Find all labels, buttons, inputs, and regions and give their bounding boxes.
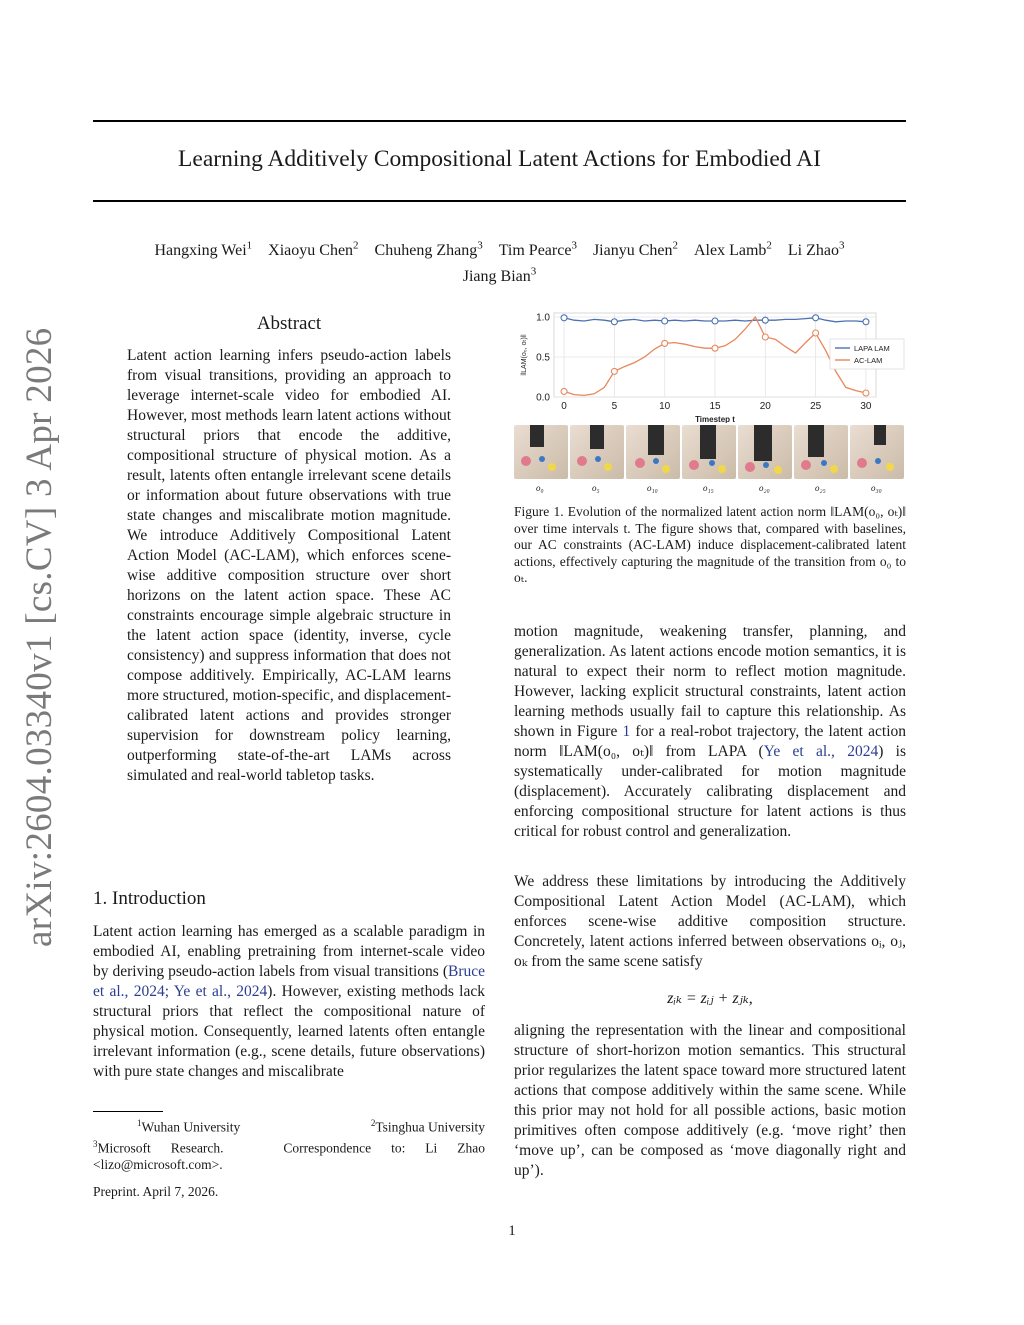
figure-ref-link[interactable]: 1: [622, 723, 631, 740]
frame-label: o₁₀: [647, 483, 658, 493]
author: Xiaoyu Chen$^2$: [268, 240, 359, 260]
x-tick-label: 10: [659, 401, 671, 412]
y-tick-label: 0.5: [536, 352, 550, 364]
title-bottom-rule: [93, 200, 906, 202]
legend-label: LAPA LAM: [854, 344, 890, 353]
x-tick-label: 20: [759, 401, 771, 412]
citation-link[interactable]: Bruce et al., 2024; Ye et al., 2024: [93, 963, 485, 1000]
author: Hangxing Wei$^1$: [154, 240, 253, 260]
figure-1-chart: [514, 305, 906, 423]
robot-frame-image: [682, 425, 736, 479]
paper-title: Learning Additively Compositional Latent Actions for Embodied AI: [178, 146, 821, 172]
data-point: [762, 334, 768, 340]
frame-label: o₁₅: [703, 483, 714, 493]
frame-label: o₀: [536, 483, 544, 493]
data-point: [561, 388, 567, 394]
x-axis-label: Timestep t: [695, 415, 735, 423]
data-point: [813, 315, 819, 321]
data-point: [813, 330, 819, 336]
robot-frame-image: [570, 425, 624, 479]
data-point: [762, 317, 768, 323]
author: Li Zhao$^3$: [787, 240, 845, 260]
title-top-rule: [93, 120, 906, 122]
x-tick-label: 0: [561, 401, 567, 412]
data-point: [712, 318, 718, 324]
robot-frame-image: [738, 425, 792, 479]
footnote: $^1$Wuhan University $^2$Tsinghua University $^3$Microsoft Research. Correspondence to: Li Zhao <lizo@microsoft.com>.: [93, 1118, 485, 1172]
robot-frame-image: [850, 425, 904, 479]
right-paragraph-3: aligning the representation with the linear and compositional structure of short-horizon motion semantics. This structural prior regularizes the latent space toward more structured latent actions that compose additively within the same scene. While this prior may not hold for all possible actions, basic motion primitives often compose additively (e.g. ‘move right’ then ‘move up’, can be composed as ‘move diagonally right and up’).: [514, 1022, 906, 1179]
frame-labels: [514, 483, 906, 497]
robot-frames-strip: [514, 425, 906, 481]
x-tick-label: 15: [709, 401, 721, 412]
arxiv-identifier: [10, 0, 70, 1325]
author: Jianyu Chen$^2$: [592, 240, 678, 260]
data-point: [611, 368, 617, 374]
footnote-rule: [93, 1111, 163, 1112]
frame-label: o₃₀: [871, 483, 882, 493]
figure-caption: Figure 1. Evolution of the normalized latent action norm ‖LAM(o₀, oₜ)‖ over time intervals t. The figure shows that, compared with baselines, our AC constraints (AC-LAM) induce displacement-calibrated latent actions, effectively capturing the magnitude of the transition from o₀ to oₜ.: [514, 504, 906, 585]
x-tick-label: 25: [810, 401, 822, 412]
y-tick-label: 0.0: [536, 392, 550, 404]
robot-frame-image: [794, 425, 848, 479]
introduction-heading: 1. Introduction: [93, 888, 206, 909]
right-paragraph-2: We address these limitations by introducing the Additively Compositional Latent Action Model (AC-LAM), which enforces scene-wise additive composition structure. Concretely, latent actions inferred between observations oᵢ, oⱼ, oₖ from the same scene satisfy: [514, 873, 906, 970]
data-point: [611, 319, 617, 325]
author: Tim Pearce$^3$: [498, 240, 577, 260]
abstract-text: Latent action learning infers pseudo-action labels from visual transitions, providing an approach to leverage internet-scale video for embodied AI. However, most methods learn latent actions without structural priors that encode the additive, compositional structure of physical motion. As a result, latents often entangle irrelevant scene details or information about future observations with true state changes and miscalibrate motion magnitude. We introduce Additively Compositional Latent Action Model (AC-LAM), which enforces scene-wise additive composition structure over short horizons on the latent action space. These AC constraints encourage simple algebraic structure in the latent action space (identity, inverse, cycle consistency) and suppress information that does not compose additively. Empirically, AC-LAM learns more structured, motion-specific, and displacement-calibrated latent actions and provides stronger supervision for downstream policy learning, outperforming state-of-the-art LAMs across simulated and real-world tabletop tasks.: [127, 347, 451, 784]
data-point: [863, 319, 869, 325]
data-point: [662, 318, 668, 324]
page-number: 1: [508, 1223, 516, 1239]
abstract-heading: Abstract: [256, 313, 322, 334]
data-point: [561, 315, 567, 321]
data-point: [712, 345, 718, 351]
arxiv-identifier-text: arXiv:2604.03340v1 [cs.CV] 3 Apr 2026: [19, 327, 60, 947]
composition-equation: zᵢₖ = zᵢⱼ + zⱼₖ,: [667, 990, 753, 1007]
x-tick-label: 30: [860, 401, 872, 412]
frame-label: o₂₀: [759, 483, 770, 493]
intro-paragraph: Latent action learning has emerged as a scalable paradigm in embodied AI, enabling pretraining from internet-scale video by deriving pseudo-action labels from visual transitions (Bruce et al., 2024; Ye et al., 2024). However, existing methods lack structural priors that reflect the compositional nature of physical motion. Consequently, learned latents often entangle irrelevant information (e.g., scene details, future observations) with pure state changes and miscalibrate: [93, 923, 485, 1080]
preprint-date: Preprint. April 7, 2026.: [93, 1184, 219, 1199]
frame-label: o₂₅: [815, 483, 826, 493]
y-tick-label: 1.0: [536, 312, 550, 324]
author-list: [93, 236, 906, 287]
robot-frame-image: [514, 425, 568, 479]
legend-label: AC-LAM: [854, 356, 883, 365]
citation-link[interactable]: Ye et al., 2024: [763, 743, 879, 760]
x-tick-label: 5: [611, 401, 618, 412]
frame-label: o₅: [592, 483, 600, 493]
y-axis-label: ‖LAM(o₀, oₜ)‖: [521, 334, 528, 376]
author: Jiang Bian$^3$: [462, 265, 537, 285]
author: Alex Lamb$^2$: [693, 240, 772, 260]
data-point: [662, 340, 668, 346]
data-point: [863, 390, 869, 396]
right-paragraph-1: motion magnitude, weakening transfer, planning, and generalization. As latent actions encode motion semantics, it is natural to expect their norm to reflect motion magnitude. However, lacking explicit structural constraints, latent action learning methods usually fail to capture this relationship. As shown in Figure 1 for a real-robot trajectory, the latent action norm ‖LAM(o₀, oₜ)‖ from LAPA (Ye et al., 2024) is systematically under-calibrated for motion magnitude (displacement). Accurately calibrating displacement and enforcing compositional structure for latent actions is thus critical for robust control and generalization.: [514, 623, 907, 840]
author: Chuheng Zhang$^3$: [374, 240, 483, 260]
robot-frame-image: [626, 425, 680, 479]
